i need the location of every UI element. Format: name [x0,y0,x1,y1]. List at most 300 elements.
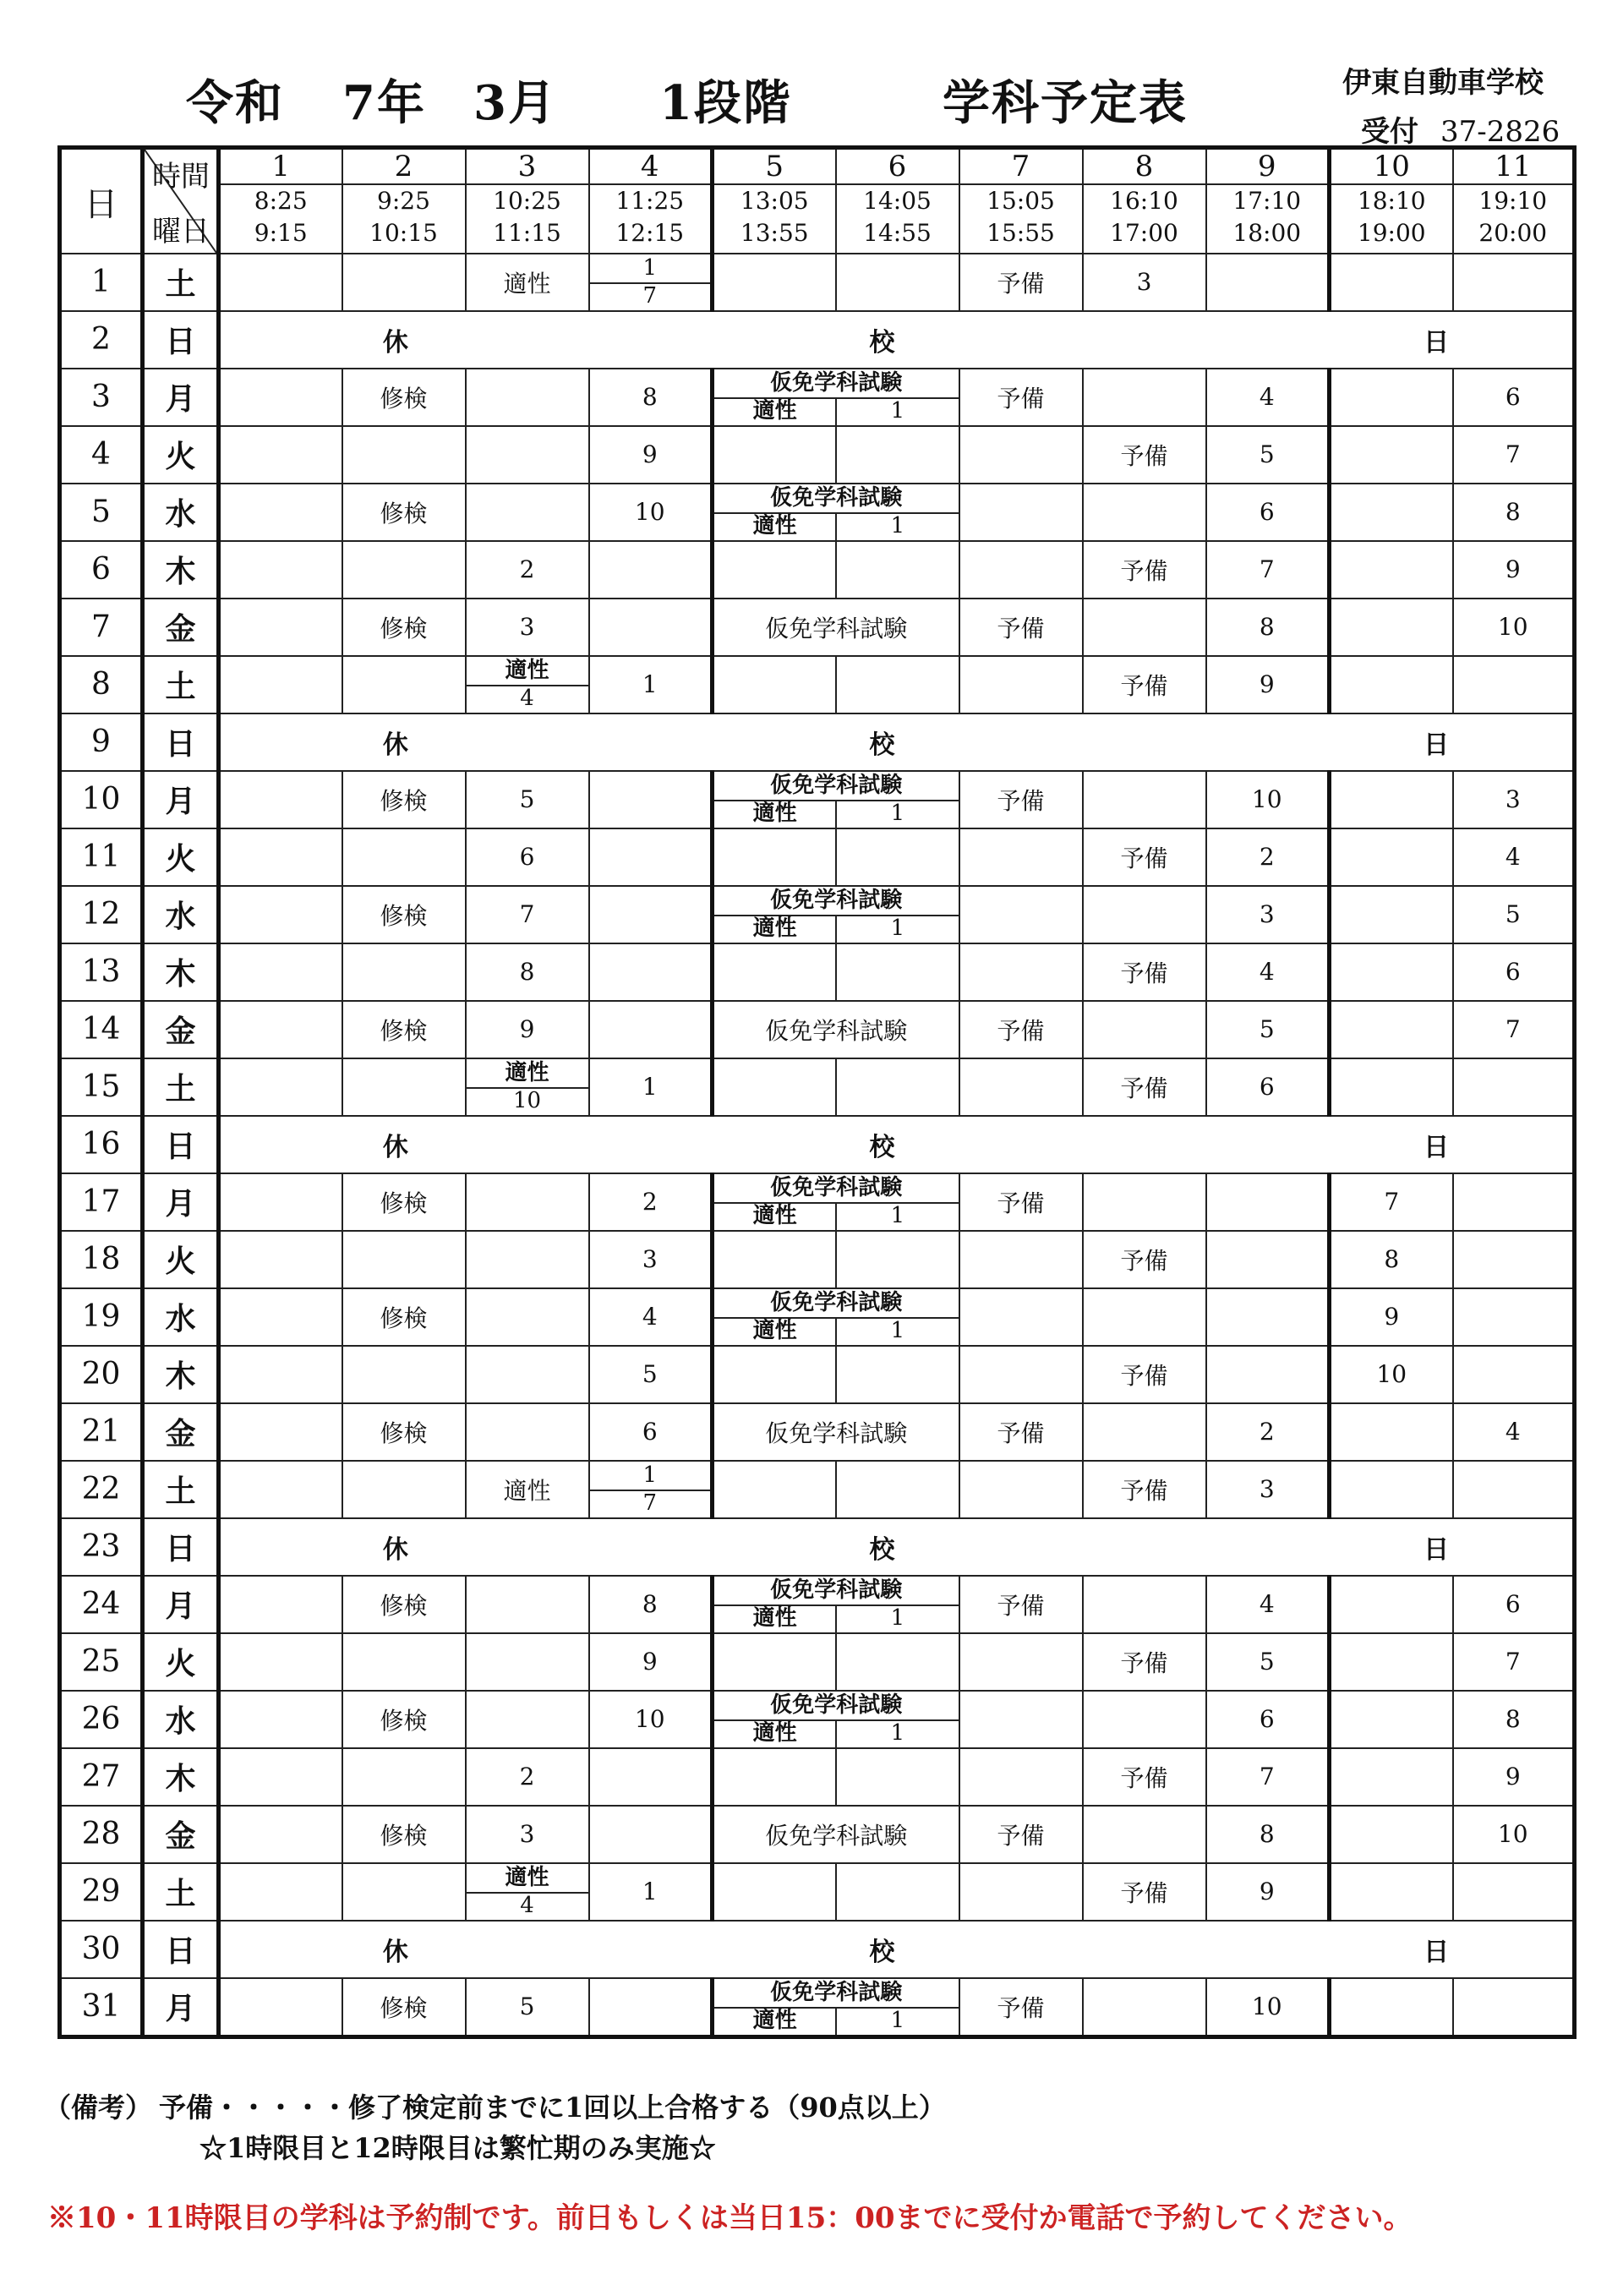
lesson-number: 8 [589,369,713,426]
empty-cell [589,1748,713,1806]
split-top: 適性 [467,1059,588,1089]
day-number: 31 [60,1978,143,2037]
lesson-number: 6 [466,828,589,886]
reception-phone [1361,108,1560,150]
day-row [60,426,1575,484]
split-cell [589,1461,713,1518]
exam-detail [714,512,959,540]
weekday: 水 [143,1288,219,1346]
weekday: 日 [143,1921,219,1978]
holiday-band [219,713,1575,771]
exam-label: 仮免学科試験 [714,1289,959,1319]
empty-cell [466,1576,589,1633]
period-header-1 [219,148,342,254]
day-number: 18 [60,1231,143,1288]
empty-cell [219,254,342,311]
empty-cell [836,426,959,484]
empty-cell [466,1346,589,1403]
period-start: 19:10 [1478,187,1548,215]
period-start: 13:05 [740,187,809,215]
reserve-label: 予備 [1083,943,1206,1001]
empty-cell [219,1346,342,1403]
holiday-text: 日 [1424,730,1450,760]
lesson-number: 6 [1206,1058,1330,1116]
lesson-number: 3 [1206,886,1330,943]
exam-label: 仮免学科試験 [714,772,959,801]
weekday: 火 [143,426,219,484]
schedule-table [57,145,1577,2039]
exam-cell [713,886,959,943]
period-header-8 [1083,148,1206,254]
lesson-number: 9 [1453,1748,1575,1806]
holiday-text: 日 [1424,1132,1450,1162]
split-top: 1 [590,1462,711,1491]
day-row [60,1691,1575,1748]
weekday: 月 [143,1576,219,1633]
inspection-label: 修検 [342,1173,466,1231]
lesson-number: 4 [1206,369,1330,426]
lesson-number: 10 [589,484,713,541]
exam-detail [714,1202,959,1230]
empty-cell [1206,1173,1330,1231]
empty-cell [219,1978,342,2037]
empty-cell [959,1058,1083,1116]
empty-cell [1083,1403,1206,1461]
period-end: 12:15 [615,219,685,247]
empty-cell [342,1863,466,1921]
weekday: 土 [143,1863,219,1921]
empty-cell [466,1173,589,1231]
day-number: 2 [60,311,143,369]
empty-cell [1083,1173,1206,1231]
inspection-label: 修検 [342,1691,466,1748]
holiday-text: 休 [382,1937,408,1967]
empty-cell [1083,1691,1206,1748]
reserve-label: 予備 [959,1806,1083,1863]
empty-cell [959,426,1083,484]
day-number: 4 [60,426,143,484]
lesson-number: 4 [1206,943,1330,1001]
weekday: 火 [143,828,219,886]
empty-cell [1330,1058,1453,1116]
period-header-9 [1206,148,1330,254]
lesson-number: 3 [1206,1461,1330,1518]
empty-cell [466,426,589,484]
empty-cell [836,828,959,886]
period-start: 16:10 [1110,187,1178,215]
empty-cell [219,828,342,886]
weekday: 月 [143,369,219,426]
aptitude-label: 適性 [714,1202,837,1230]
empty-cell [466,1633,589,1691]
weekday: 月 [143,1978,219,2037]
reception-number: 37-2826 [1440,115,1560,149]
lesson-number: 10 [1330,1346,1453,1403]
reserve-label: 予備 [959,1403,1083,1461]
empty-cell [1206,1346,1330,1403]
period-number: 1 [221,150,342,185]
empty-cell [219,886,342,943]
empty-cell [1330,828,1453,886]
period-end: 19:00 [1357,219,1426,247]
split-cell [466,1863,589,1921]
holiday-text: 日 [1424,1937,1450,1967]
lesson-number: 1 [589,1863,713,1921]
empty-cell [1083,369,1206,426]
empty-cell [713,1346,836,1403]
empty-cell [1083,771,1206,828]
period-header-4 [589,148,713,254]
period-number: 11 [1454,150,1573,185]
lesson-number: 7 [466,886,589,943]
reserve-label: 予備 [1083,1346,1206,1403]
exam-cell: 仮免学科試験 [713,599,959,656]
empty-cell [959,541,1083,599]
day-row [60,1748,1575,1806]
title-era: 令和 [186,75,284,131]
lesson-number: 2 [466,1748,589,1806]
period-start: 11:25 [615,187,685,215]
period-number: 8 [1084,150,1205,185]
weekday: 日 [143,713,219,771]
empty-cell [836,254,959,311]
day-number: 8 [60,656,143,713]
empty-cell [466,484,589,541]
exam-detail [714,1719,959,1747]
empty-cell [589,1806,713,1863]
empty-cell [959,828,1083,886]
period-start: 15:05 [986,187,1055,215]
empty-cell [342,943,466,1001]
aptitude-label: 適性 [714,1604,837,1632]
empty-cell [1330,1461,1453,1518]
day-number: 20 [60,1346,143,1403]
header-time-weekday [143,148,219,254]
period-number: 10 [1331,150,1452,185]
empty-cell [589,828,713,886]
period-end: 15:55 [986,219,1055,247]
lesson-number: 6 [1453,369,1575,426]
empty-cell [1453,656,1575,713]
day-number: 6 [60,541,143,599]
header-time: 時間 [152,160,210,194]
reserve-label: 予備 [959,1001,1083,1058]
reservation-note: ※10・11時限目の学科は予約制です。前日もしくは当日15：00までに受付か電話で予約してください。 [47,2201,1413,2235]
empty-cell [1330,541,1453,599]
reserve-label: 予備 [959,369,1083,426]
empty-cell [1083,1806,1206,1863]
day-row [60,1346,1575,1403]
period-number: 7 [960,150,1082,185]
header-weekday: 曜日 [152,215,210,249]
empty-cell [466,1403,589,1461]
empty-cell [1206,254,1330,311]
empty-cell [1330,484,1453,541]
reserve-label: 予備 [1083,541,1206,599]
notes-line-periods: ☆1時限目と12時限目は繁忙期のみ実施☆ [199,2132,716,2164]
weekday: 土 [143,254,219,311]
school-name: 伊東自動車学校 [1342,66,1544,100]
holiday-text: 休 [382,1132,408,1162]
weekday: 水 [143,886,219,943]
lesson-number: 8 [1206,599,1330,656]
period-end: 18:00 [1232,219,1302,247]
aptitude-label: 適性 [714,1719,837,1747]
period-end: 20:00 [1478,219,1548,247]
period-start: 9:25 [377,187,430,215]
weekday: 月 [143,771,219,828]
weekday: 日 [143,1518,219,1576]
day-row [60,828,1575,886]
notes-line-reserve: 予備・・・・・修了検定前までに1回以上合格する（90点以上） [159,2091,946,2124]
reserve-label: 予備 [959,1173,1083,1231]
period-header-11 [1453,148,1575,254]
lesson-number: 1 [589,656,713,713]
lesson-number: 10 [589,1691,713,1748]
reserve-label: 予備 [959,1978,1083,2037]
lesson-number: 4 [1453,828,1575,886]
weekday: 月 [143,1173,219,1231]
exam-detail [714,1604,959,1632]
empty-cell [1330,886,1453,943]
exam-label: 仮免学科試験 [714,484,959,514]
day-number: 13 [60,943,143,1001]
day-number: 7 [60,599,143,656]
empty-cell [589,771,713,828]
period-end: 10:15 [369,219,438,247]
lesson-number: 3 [466,599,589,656]
aptitude-label: 適性 [714,397,837,425]
split-bottom: 7 [642,1490,658,1516]
day-number: 24 [60,1576,143,1633]
empty-cell [589,943,713,1001]
exam-number: 1 [890,800,905,826]
empty-cell [836,541,959,599]
period-number: 5 [714,150,835,185]
lesson-number: 10 [1206,771,1330,828]
period-end: 17:00 [1110,219,1178,247]
empty-cell [466,1691,589,1748]
lesson-number: 6 [1453,943,1575,1001]
weekday: 金 [143,1806,219,1863]
empty-cell [1330,771,1453,828]
empty-cell [1453,1173,1575,1231]
aptitude-label: 適性 [714,915,837,943]
exam-cell [713,1691,959,1748]
empty-cell [959,1633,1083,1691]
day-number: 26 [60,1691,143,1748]
empty-cell [1453,1288,1575,1346]
day-number: 10 [60,771,143,828]
empty-cell [1330,1576,1453,1633]
inspection-label: 修検 [342,369,466,426]
weekday: 土 [143,656,219,713]
lesson-number: 4 [589,1288,713,1346]
exam-detail [714,1317,959,1345]
weekday: 火 [143,1633,219,1691]
split-top: 1 [590,254,711,284]
empty-cell [219,1173,342,1231]
split-top: 適性 [467,657,588,686]
empty-cell [959,1863,1083,1921]
lesson-number: 10 [1206,1978,1330,2037]
empty-cell [589,541,713,599]
header-day: 日 [60,148,143,254]
lesson-number: 8 [1453,484,1575,541]
lesson-number: 5 [466,771,589,828]
holiday-text: 校 [869,1534,895,1565]
lesson-number: 7 [1330,1173,1453,1231]
empty-cell [219,541,342,599]
inspection-label: 修検 [342,599,466,656]
inspection-label: 修検 [342,484,466,541]
holiday-band [219,311,1575,369]
day-row [60,311,1575,369]
period-end: 11:15 [493,219,561,247]
day-number: 5 [60,484,143,541]
empty-cell [959,1346,1083,1403]
period-header-2 [342,148,466,254]
exam-detail [714,800,959,828]
day-number: 23 [60,1518,143,1576]
exam-number: 1 [890,1202,905,1228]
day-row [60,943,1575,1001]
empty-cell [219,1288,342,1346]
split-cell [466,656,589,713]
exam-cell: 仮免学科試験 [713,1403,959,1461]
empty-cell [836,656,959,713]
split-cell [589,254,713,311]
empty-cell [959,943,1083,1001]
day-number: 17 [60,1173,143,1231]
title-year: 7年 [342,75,426,131]
empty-cell [1083,886,1206,943]
weekday: 木 [143,1748,219,1806]
empty-cell [1330,1403,1453,1461]
aptitude-label: 適性 [714,1317,837,1345]
holiday-text: 校 [869,327,895,358]
inspection-label: 修検 [342,1403,466,1461]
lesson-number: 9 [1206,1863,1330,1921]
lesson-number: 9 [1206,656,1330,713]
empty-cell [342,426,466,484]
title-month: 3月 [473,75,557,131]
weekday: 水 [143,1691,219,1748]
split-top: 適性 [467,1864,588,1894]
aptitude-label: 適性 [466,1461,589,1518]
exam-detail [714,2007,959,2035]
lesson-number: 10 [1453,1806,1575,1863]
empty-cell [219,1748,342,1806]
day-number: 15 [60,1058,143,1116]
empty-cell [219,1576,342,1633]
day-row [60,599,1575,656]
aptitude-label: 適性 [714,512,837,540]
reserve-label: 予備 [1083,1633,1206,1691]
period-start: 17:10 [1232,187,1302,215]
reserve-label: 予備 [1083,1231,1206,1288]
exam-cell [713,1576,959,1633]
empty-cell [713,254,836,311]
lesson-number: 2 [466,541,589,599]
empty-cell [836,1633,959,1691]
lesson-number: 9 [589,426,713,484]
period-number: 3 [467,150,588,185]
empty-cell [1330,1863,1453,1921]
reserve-label: 予備 [1083,656,1206,713]
day-row [60,1518,1575,1576]
empty-cell [713,943,836,1001]
empty-cell [219,1863,342,1921]
exam-number: 1 [890,1317,905,1343]
holiday-text: 休 [382,327,408,358]
exam-number: 1 [890,1604,905,1631]
inspection-label: 修検 [342,1978,466,2037]
empty-cell [1083,1576,1206,1633]
day-row [60,484,1575,541]
split-bottom: 7 [642,283,658,309]
lesson-number: 5 [1206,426,1330,484]
weekday: 木 [143,1346,219,1403]
inspection-label: 修検 [342,771,466,828]
aptitude-label: 適性 [714,800,837,828]
day-number: 21 [60,1403,143,1461]
empty-cell [713,1863,836,1921]
inspection-label: 修検 [342,1288,466,1346]
day-row [60,1231,1575,1288]
lesson-number: 7 [1453,1633,1575,1691]
empty-cell [219,1461,342,1518]
day-row [60,254,1575,311]
aptitude-label: 適性 [466,254,589,311]
day-number: 11 [60,828,143,886]
empty-cell [713,541,836,599]
weekday: 金 [143,599,219,656]
empty-cell [219,1691,342,1748]
empty-cell [959,1288,1083,1346]
period-end: 9:15 [254,219,308,247]
lesson-number: 5 [1453,886,1575,943]
empty-cell [1206,1231,1330,1288]
lesson-number: 8 [1453,1691,1575,1748]
empty-cell [1083,599,1206,656]
empty-cell [219,771,342,828]
empty-cell [466,1288,589,1346]
lesson-number: 2 [1206,828,1330,886]
day-row [60,656,1575,713]
empty-cell [1330,656,1453,713]
empty-cell [713,1058,836,1116]
holiday-band [219,1116,1575,1173]
exam-number: 1 [890,1719,905,1746]
empty-cell [1330,369,1453,426]
empty-cell [713,656,836,713]
holiday-text: 休 [382,730,408,760]
lesson-number: 9 [1453,541,1575,599]
day-number: 16 [60,1116,143,1173]
day-number: 3 [60,369,143,426]
exam-cell [713,1978,959,2037]
empty-cell [219,943,342,1001]
empty-cell [342,254,466,311]
empty-cell [713,426,836,484]
day-row [60,1576,1575,1633]
day-row [60,1461,1575,1518]
empty-cell [589,1978,713,2037]
empty-cell [836,1058,959,1116]
empty-cell [219,1058,342,1116]
lesson-number: 7 [1453,426,1575,484]
